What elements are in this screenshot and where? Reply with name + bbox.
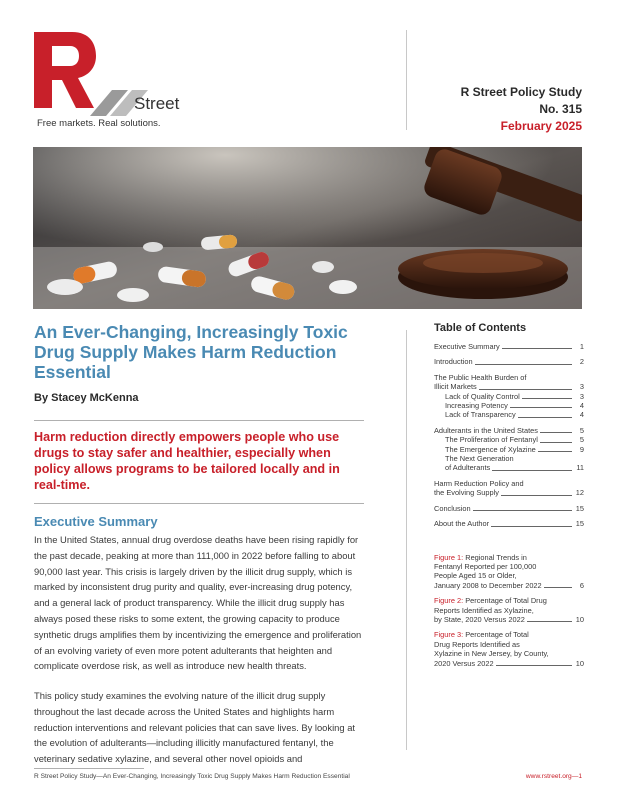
- rule-above-pullquote: [34, 420, 364, 421]
- executive-summary-paragraph-1: In the United States, annual drug overdose deaths have been rising rapidly for the past decade, peaking at more than 111,000 in 2022 before falling to about 90,000 last year. This crisis is largely driven by the illicit drug supply, which is marked by inconsistent drug purity and quality, ever-increasing drug potency, and a general lack of product transparency. While the illicit drug supply has always posed these risks to some extent, the growing capacity to produce synthetic drugs amplifies them by incentivizing the emergence and proliferation of an evolving variety of even more potent adulterants that heighten and complicate overdose risk, as well as introduce new health threats.: [34, 534, 362, 672]
- study-info: [461, 84, 582, 135]
- toc-figure-1[interactable]: January 2008 to December 2022 6: [434, 580, 584, 590]
- toc-entry-harm-reduction-line1: Harm Reduction Policy and: [434, 478, 524, 488]
- r-street-logo: [32, 30, 180, 120]
- toc-entry-next-generation[interactable]: of Adulterants 11: [445, 463, 584, 473]
- footer-rule: [34, 768, 144, 769]
- table-of-contents: [434, 322, 584, 668]
- study-number: No. 315: [539, 102, 582, 116]
- byline: By Stacey McKenna: [34, 392, 139, 404]
- toc-figure-1-line3: People Aged 15 or Older,: [434, 571, 517, 581]
- toc-entry-harm-reduction[interactable]: the Evolving Supply 12: [434, 488, 584, 498]
- toc-entry-conclusion[interactable]: Conclusion 15: [434, 503, 584, 513]
- toc-entry-adulterants[interactable]: Adulterants in the United States 5: [434, 425, 584, 435]
- toc-figure-1-line1: Figure 1: Regional Trends in: [434, 552, 527, 562]
- toc-figure-2-line1: Figure 2: Percentage of Total Drug: [434, 596, 547, 606]
- toc-entry-fentanyl[interactable]: The Proliferation of Fentanyl 5: [445, 435, 584, 445]
- toc-entry-about-author[interactable]: About the Author 15: [434, 519, 584, 529]
- toc-entry-executive-summary[interactable]: Executive Summary 1: [434, 342, 584, 351]
- hero-illustration: [33, 147, 582, 309]
- footer-url-page[interactable]: www.rstreet.org—1: [525, 773, 582, 780]
- hero-image-pills-and-gavel: [33, 147, 582, 309]
- toc-heading: Table of Contents: [434, 322, 527, 334]
- tagline: Free markets. Real solutions.: [37, 118, 161, 129]
- rule-below-pullquote: [34, 503, 364, 504]
- toc-figure-1-line2: Fentanyl Reported per 100,000: [434, 561, 537, 571]
- header-divider: [406, 30, 407, 130]
- logo-wordmark: Street: [134, 94, 180, 113]
- toc-figure-3-line1: Figure 3: Percentage of Total: [434, 630, 529, 640]
- pullquote: Harm reduction directly empowers people who use drugs to stay safer and healthier, especially when policy allows programs to be tailored locally and in real-time.: [34, 430, 340, 492]
- toc-entry-introduction[interactable]: Introduction 2: [434, 357, 584, 367]
- toc-entry-increasing-potency[interactable]: Increasing Potency 4: [445, 401, 584, 411]
- footer-title: R Street Policy Study—An Ever-Changing, Increasingly Toxic Drug Supply Makes Harm Reduction Essential: [34, 773, 350, 780]
- toc-entry-public-health[interactable]: Illicit Markets 3: [434, 382, 584, 392]
- toc-entry-public-health-line1: The Public Health Burden of: [434, 372, 527, 382]
- toc-figure-2-line2: Reports Identified as Xylazine,: [434, 605, 534, 615]
- study-date: February 2025: [500, 119, 582, 133]
- toc-figure-2[interactable]: by State, 2020 Versus 2022 10: [434, 614, 584, 624]
- toc-figure-3-line2: Drug Reports Identified as: [434, 639, 520, 649]
- executive-summary-heading: Executive Summary: [34, 514, 158, 529]
- page-title: An Ever-Changing, Increasingly Toxic Drug Supply Makes Harm Reduction Essential: [34, 322, 348, 382]
- toc-figure-3[interactable]: 2020 Versus 2022 10: [434, 658, 584, 668]
- executive-summary-paragraph-2: This policy study examines the evolving nature of the illicit drug supply throughout the last decade across the United States and highlights harm reduction interventions and relevant policies that can save lives. By looking at the evolution of adulterants—including illicitly manufactured fentanyl, the veterinary sedative xylazine, and several other novel opioids and: [34, 690, 356, 765]
- toc-entry-lack-of-transparency[interactable]: Lack of Transparency 4: [445, 410, 584, 420]
- toc-figure-3-line3: Xylazine in New Jersey, by County,: [434, 649, 549, 659]
- study-series: R Street Policy Study: [460, 85, 582, 99]
- toc-entry-next-generation-line1: The Next Generation: [445, 454, 514, 464]
- toc-entry-xylazine[interactable]: The Emergence of Xylazine 9: [445, 444, 584, 454]
- toc-entry-quality-control[interactable]: Lack of Quality Control 3: [445, 391, 584, 401]
- column-divider: [406, 330, 407, 750]
